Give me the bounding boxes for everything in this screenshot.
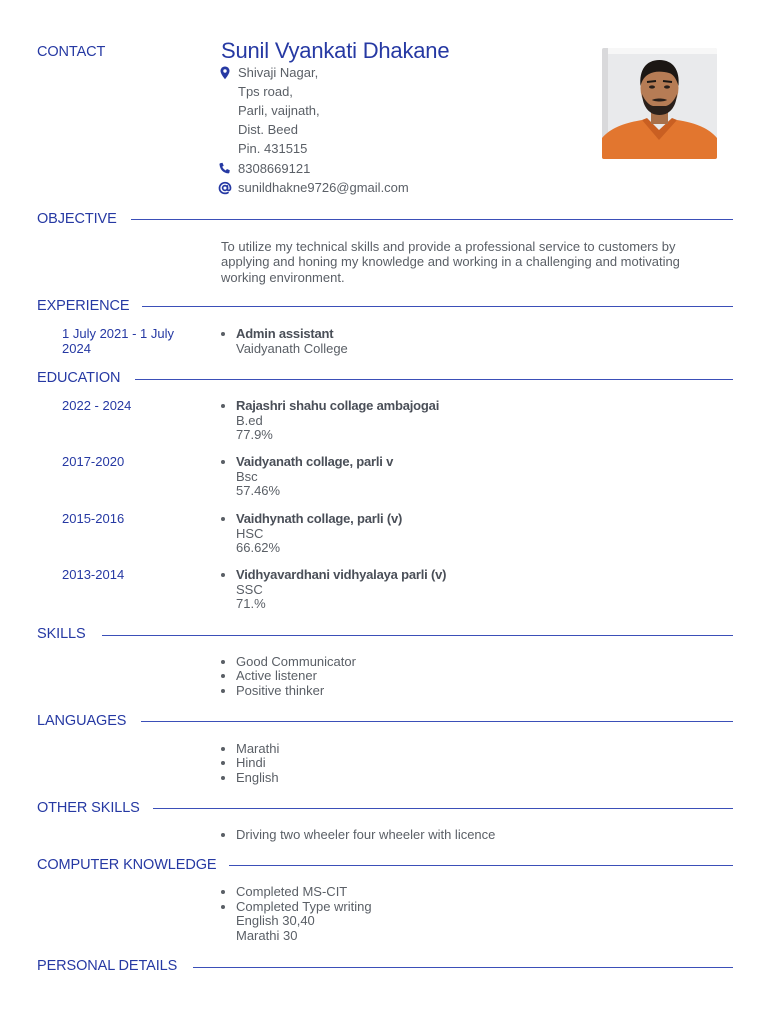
other-skill-item: Driving two wheeler four wheeler with licence — [236, 827, 496, 842]
address-line-3: Parli, vaijnath, — [238, 103, 320, 118]
computer-item-detail: Marathi 30 — [236, 928, 298, 943]
address-line-4: Dist. Beed — [238, 122, 298, 137]
bullet-dot — [221, 747, 225, 751]
personal-details-divider — [193, 967, 733, 968]
computer-knowledge-heading: COMPUTER KNOWLEDGE — [37, 857, 217, 873]
education-date: 2022 - 2024 — [62, 398, 132, 413]
language-item: English — [236, 770, 279, 785]
skills-divider — [102, 635, 733, 636]
languages-divider — [141, 721, 733, 722]
objective-text: To utilize my technical skills and provide a professional service to customers by applying and honing my knowledge and working in a challenging and motivating working environment. — [221, 239, 680, 285]
experience-entry: Admin assistant Vaidyanath College — [236, 326, 348, 356]
skill-item: Good Communicator — [236, 654, 356, 669]
bullet-dot — [221, 890, 225, 894]
bullet-dot — [221, 689, 225, 693]
bullet-dot — [221, 905, 225, 909]
personal-details-heading: PERSONAL DETAILS — [37, 958, 178, 974]
objective-divider — [131, 219, 733, 220]
bullet-dot — [221, 573, 225, 577]
objective-heading: OBJECTIVE — [37, 211, 117, 227]
education-date: 2013-2014 — [62, 567, 125, 582]
bullet-dot — [221, 460, 225, 464]
education-entry: Vaidhynath collage, parli (v) HSC 66.62% — [236, 511, 403, 555]
education-date: 2015-2016 — [62, 511, 125, 526]
bullet-dot — [221, 404, 225, 408]
bullet-dot — [221, 761, 225, 765]
skills-heading: SKILLS — [37, 626, 86, 642]
experience-date: 1 July 2021 - 1 July 2024 — [62, 326, 175, 356]
computer-item: Completed Type writing — [236, 899, 372, 914]
education-entry: Rajashri shahu collage ambajogai B.ed 77.9% — [236, 398, 440, 442]
phone-icon — [217, 161, 233, 177]
education-entry: Vaidyanath collage, parli v Bsc 57.46% — [236, 454, 394, 498]
profile-photo — [602, 48, 717, 159]
language-item: Hindi — [236, 755, 266, 770]
computer-item-detail: English 30,40 — [236, 913, 315, 928]
experience-divider — [142, 306, 733, 307]
address-line-5: Pin. 431515 — [238, 141, 308, 156]
at-sign-icon — [217, 180, 233, 196]
candidate-name: Sunil Vyankati Dhakane — [221, 38, 450, 63]
language-item: Marathi — [236, 741, 280, 756]
education-heading: EDUCATION — [37, 370, 121, 386]
education-entry: Vidhyavardhani vidhyalaya parli (v) SSC 71.% — [236, 567, 447, 611]
bullet-dot — [221, 776, 225, 780]
bullet-dot — [221, 833, 225, 837]
bullet-dot — [221, 660, 225, 664]
computer-item: Completed MS-CIT — [236, 884, 348, 899]
contact-heading: CONTACT — [37, 44, 106, 60]
bullet-dot — [221, 674, 225, 678]
address-line-2: Tps road, — [238, 84, 293, 99]
computer-knowledge-divider — [229, 865, 733, 866]
skill-item: Positive thinker — [236, 683, 325, 698]
skill-item: Active listener — [236, 668, 317, 683]
education-date: 2017-2020 — [62, 454, 125, 469]
other-skills-heading: OTHER SKILLS — [37, 800, 140, 816]
map-pin-icon — [217, 65, 233, 81]
experience-heading: EXPERIENCE — [37, 298, 130, 314]
address-line-1: Shivaji Nagar, — [238, 65, 319, 80]
bullet-dot — [221, 517, 225, 521]
phone-number[interactable]: 8308669121 — [238, 161, 311, 176]
email-address[interactable]: sunildhakne9726@gmail.com — [238, 180, 409, 195]
other-skills-divider — [153, 808, 733, 809]
education-divider — [135, 379, 733, 380]
languages-heading: LANGUAGES — [37, 713, 127, 729]
bullet-dot — [221, 332, 225, 336]
